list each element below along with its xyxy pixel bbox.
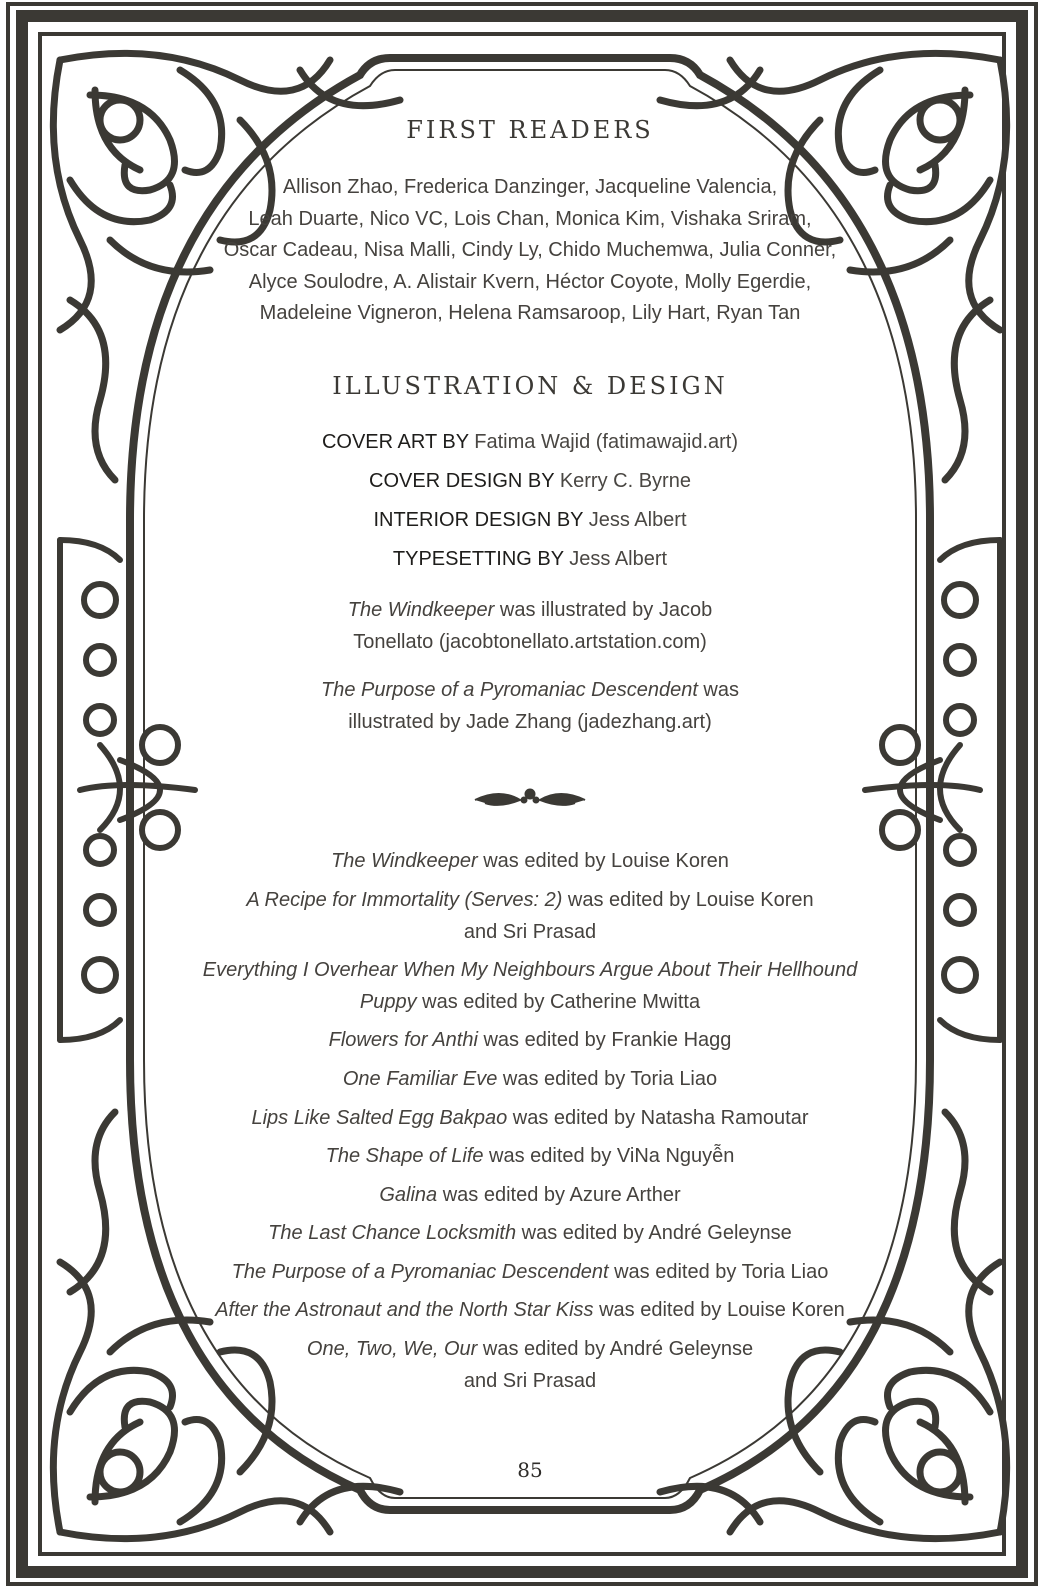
edited-text: was edited by André Geleynse [516, 1222, 792, 1245]
credit-name: Jess Albert [569, 547, 668, 570]
page-number: 85 [517, 1458, 543, 1482]
reader-line: Allison Zhao, Frederica Danzinger, Jacqueline Valencia, [282, 176, 778, 198]
reader-line: Oscar Cadeau, Nisa Malli, Cindy Ly, Chido Muchemwa, Julia Conner, [223, 239, 837, 262]
story-title: The Last Chance Locksmith [268, 1222, 517, 1245]
edited-credit [190, 1103, 870, 1135]
story-title: A Recipe for Immortality (Serves: 2) [246, 888, 563, 911]
edited-credit [190, 1218, 870, 1250]
illustrated-text: was illustrated by Jacob [494, 598, 713, 621]
edited-text: was edited by Toria Liao [608, 1260, 829, 1283]
edited-credit [190, 1064, 870, 1096]
illustrated-text: was [697, 679, 739, 702]
story-title: The Shape of Life [325, 1145, 484, 1168]
reader-line: Madeleine Vigneron, Helena Ramsaroop, Lily Hart, Ryan Tan [259, 302, 801, 325]
illustrated-line-1 [190, 675, 870, 707]
edited-text-line-2: and Sri Prasad [463, 920, 597, 943]
edited-credit [190, 1180, 870, 1212]
edited-text: was edited by Azure Arther [437, 1183, 681, 1206]
credit-line [190, 547, 870, 571]
edited-credit [190, 1257, 870, 1289]
first-readers-heading: FIRST READERS [406, 116, 654, 144]
credits-content [190, 100, 870, 1397]
edited-text: was edited by Natasha Ramoutar [507, 1106, 809, 1129]
edited-credit [190, 1141, 870, 1173]
edited-text: was edited by Catherine Mwitta [416, 990, 701, 1013]
story-title: Flowers for Anthi [328, 1029, 478, 1052]
story-title: The Windkeeper [331, 850, 478, 873]
design-credits [190, 430, 870, 571]
illustrated-line-1 [190, 595, 870, 627]
story-title: One, Two, We, Our [306, 1338, 478, 1361]
story-title: After the Astronaut and the North Star Kiss [215, 1299, 594, 1322]
edited-text: was edited by Frankie Hagg [477, 1029, 732, 1052]
edited-text: was edited by Louise Koren [562, 888, 814, 911]
edited-text: was edited by Louise Koren [593, 1299, 845, 1322]
edited-text: was edited by ViNa Nguyễn [483, 1145, 735, 1168]
credit-role: INTERIOR DESIGN BY [373, 508, 584, 531]
edited-credit [190, 885, 870, 948]
edited-text-line-2: and Sri Prasad [463, 1369, 597, 1392]
credit-name: Fatima Wajid (fatimawajid.art) [474, 430, 739, 453]
credit-line [190, 430, 870, 454]
edited-credit [190, 846, 870, 878]
story-title: Everything I Overhear When My Neighbours Argue About Their Hellhound [202, 959, 858, 982]
credit-role: COVER DESIGN BY [369, 469, 555, 492]
story-title: The Windkeeper [347, 598, 495, 621]
illustrated-line-2: illustrated by Jade Zhang (jadezhang.art) [348, 710, 712, 733]
illustrated-credit [190, 675, 870, 738]
illustrated-credit [190, 595, 870, 658]
edited-text: was edited by Toria Liao [497, 1067, 718, 1090]
illustration-heading: ILLUSTRATION & DESIGN [332, 371, 728, 400]
reader-line: Alyce Soulodre, A. Alistair Kvern, Héctor Coyote, Molly Egerdie, [248, 270, 812, 293]
credit-name: Jess Albert [588, 508, 687, 531]
edited-text: was edited by Louise Koren [477, 850, 729, 873]
credit-line [190, 508, 870, 532]
story-title: The Purpose of a Pyromaniac Descendent [231, 1260, 609, 1283]
credit-line [190, 469, 870, 493]
edited-credit [190, 1025, 870, 1057]
first-readers-list [190, 172, 870, 330]
story-title: Galina [379, 1183, 438, 1206]
story-title: Lips Like Salted Egg Bakpao [251, 1106, 508, 1129]
edited-credits [190, 846, 870, 1397]
edited-text: was edited by André Geleynse [477, 1338, 754, 1361]
edited-credit [190, 1334, 870, 1397]
edited-credit [190, 955, 870, 1018]
credit-name: Kerry C. Byrne [559, 469, 691, 492]
reader-line: Leah Duarte, Nico VC, Lois Chan, Monica Kim, Vishaka Sriram, [248, 207, 812, 230]
story-title: One Familiar Eve [342, 1067, 498, 1090]
edited-credit [190, 1295, 870, 1327]
credit-role: COVER ART BY [321, 430, 469, 453]
credit-role: TYPESETTING BY [392, 547, 564, 570]
illustrated-line-2: Tonellato (jacobtonellato.artstation.com) [353, 630, 707, 653]
story-title: The Purpose of a Pyromaniac Descendent [321, 679, 698, 702]
story-title-line-2: Puppy [359, 990, 417, 1013]
